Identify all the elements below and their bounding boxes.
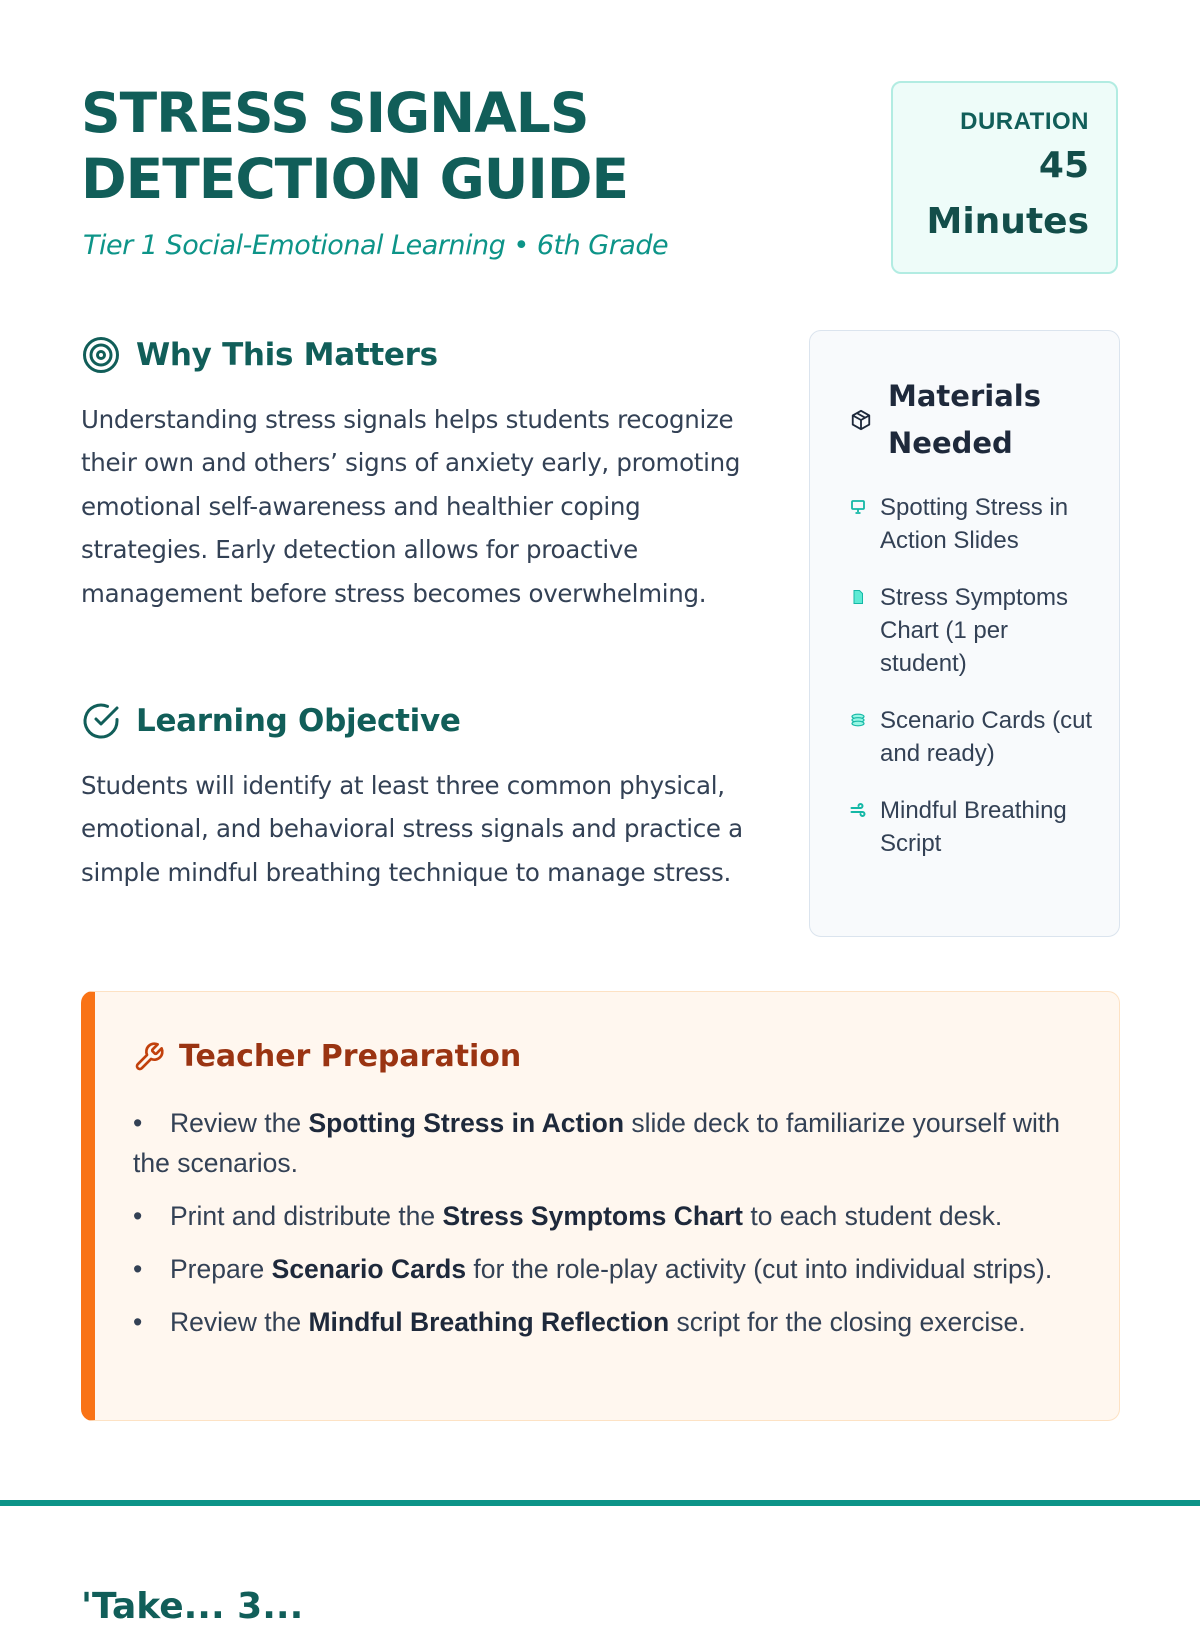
objective-text: Students will identify at least three common physical, emotional, and behavioral stress signals and practice a simple mindful breathing technique to manage stress.	[81, 771, 743, 887]
prep-list	[133, 1103, 1083, 1355]
prep-heading-text: Teacher Preparation	[179, 1039, 522, 1074]
bullet: •	[133, 1201, 143, 1231]
objective-heading-text: Learning Objective	[136, 703, 461, 739]
prep-heading	[133, 1039, 521, 1074]
prep-text: Prepare	[170, 1254, 272, 1284]
prep-bold-text: Mindful Breathing Reflection	[308, 1307, 670, 1337]
title-line-1: STRESS SIGNALS	[81, 81, 589, 145]
list-item	[850, 704, 1100, 770]
title-line-2: DETECTION GUIDE	[81, 147, 629, 211]
list-item	[850, 491, 1100, 557]
list-item	[850, 581, 1100, 680]
section-divider	[0, 1500, 1200, 1506]
prep-text: Print and distribute the	[170, 1201, 443, 1231]
page-subtitle: Tier 1 Social-Emotional Learning • 6th Grade	[83, 230, 669, 261]
prep-text: to each student desk.	[742, 1201, 1003, 1231]
materials-heading-text: Materials Needed	[888, 379, 1041, 460]
list-item	[133, 1103, 1083, 1183]
target-icon	[81, 335, 121, 375]
why-heading-text: Why This Matters	[136, 337, 438, 373]
list-item	[133, 1302, 1083, 1342]
duration-card	[891, 81, 1118, 274]
prep-bold-text: Stress Symptoms Chart	[442, 1201, 743, 1231]
duration-label: DURATION	[960, 108, 1089, 135]
materials-card	[809, 330, 1120, 937]
prep-bold-text: Scenario Cards	[271, 1254, 467, 1284]
prep-text: Review the	[170, 1108, 309, 1138]
prep-text: script for the closing exercise.	[669, 1307, 1026, 1337]
next-section-heading-text: 'Take... 3...	[81, 1586, 304, 1627]
duration-unit: Minutes	[926, 201, 1089, 242]
why-heading	[81, 335, 438, 375]
list-item	[133, 1249, 1083, 1289]
why-text: Understanding stress signals helps students recognize their own and others’ signs of anxiety early, promoting emotional self-awareness and healthier coping strategies. Early detection allows for proactive management before stress becomes overwhelming.	[81, 405, 741, 608]
prep-text: Review the	[170, 1307, 309, 1337]
wrench-icon	[133, 1041, 165, 1073]
duration-value: 45	[1038, 145, 1089, 186]
material-label: Mindful Breathing Script	[880, 797, 1067, 857]
prep-text: slide deck to familiarize yourself with the scenarios.	[133, 1108, 1060, 1178]
list-item	[133, 1196, 1083, 1236]
prep-text: for the role-play activity (cut into individual strips).	[466, 1254, 1053, 1284]
box-icon	[850, 409, 872, 431]
document-icon	[850, 589, 866, 605]
material-label: Stress Symptoms Chart (1 per student)	[880, 584, 1069, 677]
bullet: •	[133, 1307, 143, 1337]
materials-heading	[850, 373, 1058, 467]
presentation-icon	[850, 499, 866, 515]
stack-icon	[850, 712, 866, 728]
next-section-heading	[81, 1584, 341, 1627]
bullet: •	[133, 1108, 143, 1138]
page-title	[81, 80, 628, 212]
check-circle-icon	[81, 701, 121, 741]
wind-icon	[850, 802, 866, 818]
teacher-preparation-card	[81, 991, 1120, 1421]
bullet: •	[133, 1254, 143, 1284]
prep-bold-text: Spotting Stress in Action	[308, 1108, 625, 1138]
material-label: Spotting Stress in Action Slides	[880, 494, 1069, 554]
list-item	[850, 794, 1100, 860]
material-label: Scenario Cards (cut and ready)	[880, 707, 1093, 767]
objective-heading	[81, 701, 461, 741]
materials-list	[850, 491, 1100, 884]
